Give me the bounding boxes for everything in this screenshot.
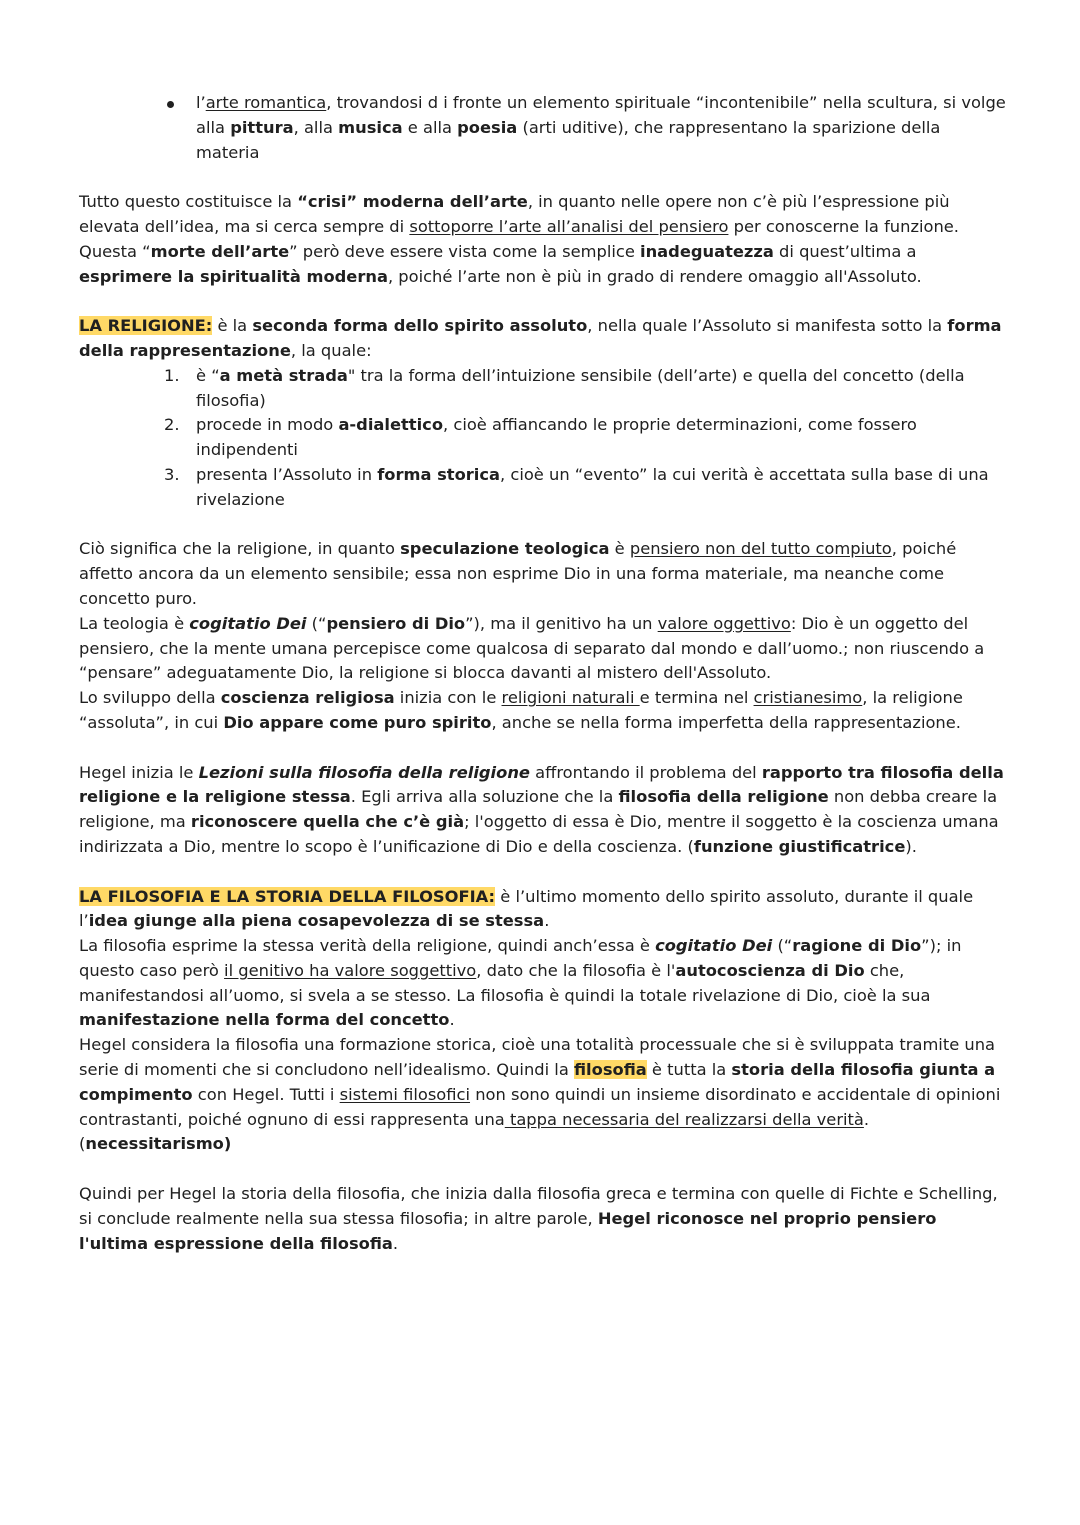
bold-text: idea giunge alla piena cosapevolezza di se stessa [88,911,545,931]
section-heading-filosofia: LA FILOSOFIA E LA STORIA DELLA FILOSOFIA: [79,886,496,906]
list-item [164,413,1009,463]
text-run: con Hegel. Tutti i [192,1084,340,1104]
underlined-text: religioni naturali [501,688,640,708]
bold-text: speculazione teologica [400,539,610,559]
bold-text: storia della filosofia giunta a compimento [79,1060,996,1104]
paragraph-filosofia [79,885,1009,1158]
paragraph-religione-intro [79,314,1009,364]
bold-text: forma della rappresentazione [79,316,1002,360]
bold-text: ragione di Dio [792,936,922,956]
text-run: è l’ultimo momento dello spirito assoluto, durante il quale l’ [79,886,974,931]
list-number: 3. [164,464,180,484]
text-run: , anche se nella forma imperfetta della rappresentazione. [491,712,961,732]
text-run: è [609,539,630,559]
text-run: (“ [306,613,327,633]
bold-text: filosofia della religione [618,787,829,807]
bold-text: funzione giustificatrice [693,836,906,856]
bold-text: Hegel riconosce nel proprio pensiero l'ultima espressione della filosofia [79,1208,937,1253]
section-heading-religione: LA RELIGIONE: [79,316,213,336]
bullet-list-arte-romantica [79,91,1009,165]
paragraph-conclusione [79,1182,1009,1256]
bold-text: manifestazione nella forma del concetto [79,1010,450,1030]
text-run: , cioè un “evento” la cui verità è accettata sulla base di una rivelazione [196,464,989,509]
underlined-text: cristianesimo [753,688,863,708]
list-item [164,463,1009,513]
text-run: . Egli arriva alla soluzione che la [350,787,619,807]
bold-italic-text: Lezioni sulla filosofia della religione [198,762,530,782]
document-page [79,91,1009,1256]
text-run: e termina nel [639,688,754,708]
underlined-text: tappa necessaria del realizzarsi della verità [504,1109,864,1129]
text-run: Hegel inizia le [79,762,199,782]
list-item [196,91,1009,165]
paragraph-crisi-arte [79,190,1009,289]
text-run: Quindi per Hegel la storia della filosofia, che inizia dalla filosofia greca e termina con quelle di Fichte e Schelling, si conclude realmente nella sua stessa filosofia; in altre parole, [79,1184,998,1228]
bold-text: coscienza religiosa [220,688,395,708]
text-run: di quest’ultima a [773,241,917,261]
text-run: , poiché l’arte non è più in grado di rendere omaggio all'Assoluto. [387,266,922,286]
text-run: ”), ma il genitivo ha un [465,613,658,633]
bold-text: rapporto tra filosofia della religione e la religione stessa [79,762,1004,807]
text-run: . [544,911,550,931]
text-run: Tutto questo costituisce la [79,192,298,212]
text-run: " tra la forma dell’intuizione sensibile (dell’arte) e quella del concetto (della filosofia) [196,365,965,410]
text-run: . ( [79,1109,870,1154]
text-run: (arti uditive), che rappresentano la sparizione della materia [196,117,941,162]
bold-text: Dio appare come puro spirito [223,712,492,732]
bold-text: poesia [457,117,518,137]
text-run: affrontando il problema del [529,762,762,782]
bold-italic-text: cogitatio Dei [655,936,773,956]
bold-text: pittura [230,117,294,137]
paragraph-line-group [79,885,1009,935]
text-run: per conoscerne la funzione. [728,216,959,236]
underlined-text: sottoporre l’arte all’analisi del pensiero [409,216,729,236]
bold-text: necessitarismo [85,1134,224,1154]
text-run: , in quanto nelle opere non c’è più l’espressione più elevata dell’idea, ma si cerca sempre di [79,192,950,236]
text-run: Ciò significa che la religione, in quanto [79,539,401,559]
text-run: non debba creare la religione, ma [79,787,998,832]
paragraph-teologia [79,537,1009,735]
text-run: . [392,1233,399,1253]
text-run: , la quale: [290,340,372,360]
text-run: e alla [402,117,458,137]
text-run: , dato che la filosofia è l' [476,960,676,980]
underlined-text: valore oggettivo [657,613,791,633]
underlined-text: sistemi filosofici [339,1084,471,1104]
bold-text: morte dell’arte [150,241,290,261]
bold-text: esprimere la spiritualità moderna [79,266,388,286]
bold-text: ) [223,1134,232,1154]
text-run: l’ [196,93,206,112]
text-run: , nella quale l’Assoluto si manifesta sotto la [587,316,948,336]
text-run: che, manifestandosi all’uomo, si svela a se stesso. La filosofia è quindi la totale rivelazione di Dio, cioè la sua [79,960,931,1005]
text-run: presenta l’Assoluto in [196,464,378,484]
text-run: , la religione “assoluta”, in cui [79,688,963,732]
text-run: : Dio è un oggetto del pensiero, che la mente umana percepisce come qualcosa di separato dal mondo e dall’uomo.; non riuscendo a “pensare” adeguatamente Dio, la religione si blocca davanti al mistero dell'Assoluto. [79,613,985,683]
paragraph-line-group [79,240,1009,290]
text-run: , alla [293,117,339,137]
bold-text: “crisi” moderna dell’arte [297,192,528,212]
text-run: è “ [196,365,220,385]
list-item [164,364,1009,414]
text-run: procede in modo [196,415,339,435]
bold-text: inadeguatezza [640,241,774,261]
text-run: è tutta la [646,1060,732,1080]
text-run: ” però deve essere vista come la semplice [289,241,641,261]
text-run: La teologia è [79,613,190,633]
paragraph-line-group [79,686,1009,736]
paragraph-line-group [79,1033,1009,1157]
text-run: . [449,1010,455,1030]
text-run: , poiché affetto ancora da un elemento sensibile; essa non esprime Dio in una forma materiale, ma neanche come concetto puro. [79,539,957,608]
paragraph-line-group [79,612,1009,686]
paragraph-line-group [79,190,1009,240]
text-run: non sono quindi un insieme disordinato e accidentale di opinioni contrastanti, poiché ognuno di essi rappresenta una [79,1084,1001,1129]
list-number: 1. [164,365,180,385]
numbered-list-religione [79,364,1009,513]
text-run: Lo sviluppo della [79,688,221,708]
underlined-text: pensiero non del tutto compiuto [629,539,892,559]
text-run: ). [905,836,917,856]
list-number: 2. [164,415,180,435]
bold-text: riconoscere quella che c’è già [190,812,465,832]
bold-text: a metà strada [219,365,348,385]
bold-text: autocoscienza di Dio [675,960,865,980]
bullet-dot-icon [167,101,174,108]
underlined-text: il genitivo ha valore soggettivo [224,960,477,980]
text-run: Questa “ [79,241,151,261]
bold-text: pensiero di Dio [326,613,466,633]
text-run: Hegel considera la filosofia una formazione storica, cioè una totalità processuale che si è sviluppata tramite una serie di momenti che si concludono nell’idealismo. Quindi la [79,1035,996,1080]
bold-italic-text: cogitatio Dei [189,613,307,633]
bold-text: forma storica [377,464,501,484]
text-run: ”); in questo caso però [79,936,962,980]
text-run: La filosofia esprime la stessa verità della religione, quindi anch’essa è [79,936,656,956]
bold-text: a-dialettico [338,415,444,435]
text-run: , cioè affiancando le proprie determinazioni, come fossero indipendenti [196,415,917,460]
bold-text: musica [338,117,403,137]
paragraph-line-group [79,537,1009,611]
paragraph-line-group [79,934,1009,1033]
text-run: inizia con le [394,688,502,708]
bold-text: seconda forma dello spirito assoluto [252,316,588,336]
text-run: è la [212,316,253,336]
text-run: (“ [772,936,793,956]
underlined-text: arte romantica [205,93,327,112]
text-run: , trovandosi d i fronte un elemento spirituale “incontenibile” nella scultura, si volge alla [196,93,1006,137]
paragraph-lezioni [79,761,1009,860]
text-run: ; l'oggetto di essa è Dio, mentre il soggetto è la coscienza umana indirizzata a Dio, mentre lo scopo è l’unificazione di Dio e della coscienza. ( [79,812,999,856]
highlighted-text: filosofia [573,1060,647,1080]
